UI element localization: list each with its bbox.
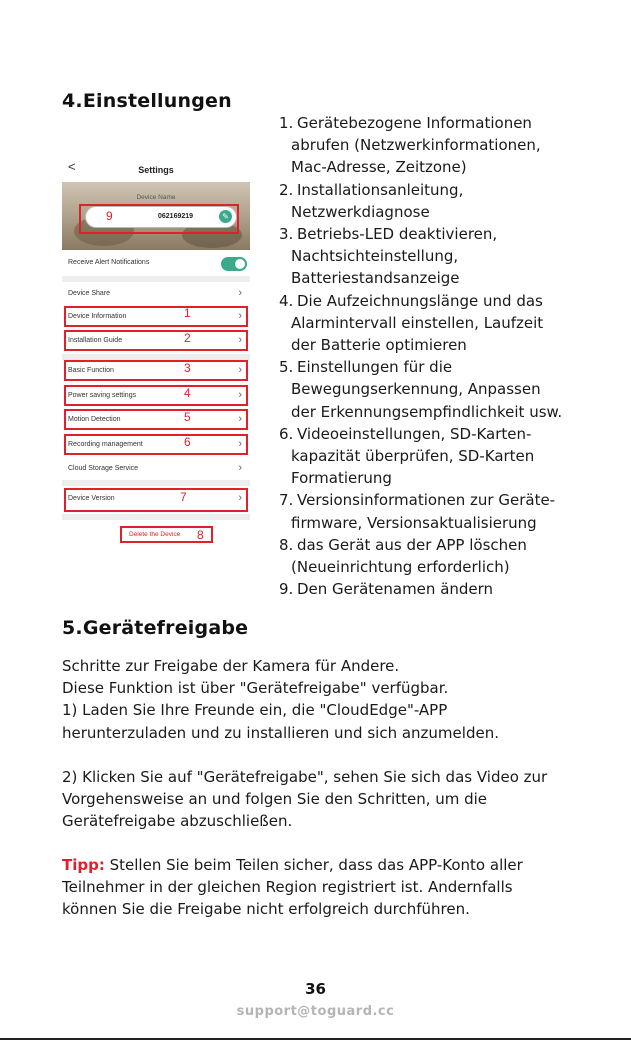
text-line: Gerätefreigabe abzuschließen. <box>62 812 293 831</box>
list-number: 8. <box>279 535 294 554</box>
list-item <box>279 223 624 290</box>
list-line: Betriebs-LED deaktivieren, <box>297 225 498 244</box>
toggle-switch <box>221 257 247 271</box>
list-number: 5. <box>279 358 294 377</box>
alert-label: Receive Alert Notifications <box>68 259 150 266</box>
list-line: Einstellungen für die <box>297 358 453 377</box>
highlight-box-4 <box>64 385 248 406</box>
page-number: 36 <box>305 980 326 998</box>
support-email: support@toguard.cc <box>236 1004 395 1019</box>
chevron-right-icon: › <box>238 364 242 376</box>
pencil-icon: ✎ <box>219 210 232 223</box>
paragraph-tip <box>62 854 622 921</box>
toggle-knob <box>235 259 245 269</box>
list-number: 9. <box>279 580 294 599</box>
list-item <box>279 290 624 357</box>
settings-row <box>62 283 250 305</box>
list-line: Die Aufzeichnungslänge und das <box>297 291 543 310</box>
text-line: können Sie die Freigabe nicht erfolgreich durchführen. <box>62 900 470 919</box>
list-item <box>279 423 624 490</box>
list-line: Videoeinstellungen, SD-Karten- <box>297 424 532 443</box>
paragraph-sharing-steps <box>62 655 622 744</box>
list-line: Installationsanleitung, <box>297 180 464 199</box>
list-line: Formatierung <box>291 469 392 488</box>
chevron-right-icon: › <box>238 310 242 322</box>
text-line: Diese Funktion ist über "Gerätefreigabe" verfügbar. <box>62 679 449 698</box>
list-line: Alarmintervall einstellen, Laufzeit <box>291 313 544 332</box>
list-line: abrufen (Netzwerkinformationen, <box>291 136 541 155</box>
chevron-right-icon: › <box>238 462 242 474</box>
highlight-box-6 <box>64 434 248 455</box>
list-item <box>279 534 624 578</box>
list-item <box>279 179 624 223</box>
text-line: Schritte zur Freigabe der Kamera für Andere. <box>62 657 400 675</box>
marker-3: 3 <box>184 361 191 375</box>
row-label: Installation Guide <box>68 337 123 344</box>
marker-5: 5 <box>184 410 191 424</box>
row-label: Basic Function <box>68 367 114 374</box>
list-line: Nachtsichteinstellung, <box>291 247 459 266</box>
tip-label: Tipp: <box>62 856 105 874</box>
divider <box>62 514 250 520</box>
app-header <box>62 150 250 178</box>
row-label: Device Version <box>68 495 115 502</box>
app-title: Settings <box>138 165 174 175</box>
highlight-box-3 <box>64 360 248 381</box>
list-line: Netzwerkdiagnose <box>291 202 430 221</box>
marker-4: 4 <box>184 386 191 400</box>
list-item <box>279 489 624 533</box>
highlight-box-9 <box>79 204 239 234</box>
divider <box>62 480 250 486</box>
marker-1: 1 <box>184 306 191 320</box>
alert-toggle-row <box>62 255 250 273</box>
chevron-right-icon: › <box>238 389 242 401</box>
list-item <box>279 578 624 600</box>
highlight-box-2 <box>64 330 248 351</box>
row-label: Device Share <box>68 290 111 297</box>
tip-text: Stellen Sie beim Teilen sicher, dass das APP-Konto aller <box>104 856 523 874</box>
chevron-right-icon: › <box>238 492 242 504</box>
app-settings-screenshot <box>62 150 250 550</box>
settings-explanation-list <box>279 112 624 600</box>
list-line: Den Gerätenamen ändern <box>297 580 494 599</box>
list-line: kapazität überprüfen, SD-Karten <box>291 447 535 466</box>
row-label: Cloud Storage Service <box>68 465 139 472</box>
chevron-right-icon: › <box>238 334 242 346</box>
device-number: 062169219 <box>158 213 194 220</box>
highlight-box-7 <box>64 488 248 512</box>
highlight-box-1 <box>64 306 248 327</box>
chevron-right-icon: › <box>238 413 242 425</box>
list-line: Batteriestandsanzeige <box>291 269 460 288</box>
list-line: Gerätebezogene Informationen <box>297 114 532 132</box>
marker-7: 7 <box>180 490 187 504</box>
list-number: 7. <box>279 491 294 510</box>
list-line: das Gerät aus der APP löschen <box>297 535 527 554</box>
marker-6: 6 <box>184 435 191 449</box>
highlight-box-5 <box>64 409 248 430</box>
delete-device-label: Delete the Device <box>129 531 181 538</box>
back-chevron-icon: < <box>68 159 76 174</box>
list-line: der Batterie optimieren <box>291 336 467 355</box>
text-line: herunterzuladen und zu installieren und sich anzumelden. <box>62 723 499 742</box>
list-line: Versionsinformationen zur Geräte- <box>297 491 556 510</box>
row-label: Recording management <box>68 441 143 448</box>
list-number: 4. <box>279 291 294 310</box>
text-line: Teilnehmer in der gleichen Region registriert ist. Andernfalls <box>62 878 513 897</box>
list-item <box>279 356 624 423</box>
list-line: der Erkennungsempfindlichkeit usw. <box>291 402 563 421</box>
text-line: 2) Klicken Sie auf "Gerätefreigabe", sehen Sie sich das Video zur <box>62 768 548 786</box>
list-line: Mac-Adresse, Zeitzone) <box>291 158 467 177</box>
list-line: firmware, Versionsaktualisierung <box>291 513 537 532</box>
list-number: 2. <box>279 180 294 199</box>
row-label: Device Information <box>68 313 127 320</box>
section-heading-device-sharing: 5.Gerätefreigabe <box>62 617 249 639</box>
list-item <box>279 112 624 179</box>
marker-2: 2 <box>184 331 191 345</box>
settings-row <box>62 458 250 480</box>
list-number: 6. <box>279 424 294 443</box>
device-name-label: Device Name <box>136 194 176 201</box>
section-heading-settings: 4.Einstellungen <box>62 90 232 112</box>
divider <box>62 276 250 282</box>
paragraph-sharing-step2 <box>62 766 622 833</box>
marker-9: 9 <box>106 209 113 223</box>
list-number: 1. <box>279 114 294 132</box>
row-label: Power saving settings <box>68 392 137 399</box>
list-number: 3. <box>279 225 294 244</box>
list-line: Bewegungserkennung, Anpassen <box>291 380 541 399</box>
chevron-right-icon: › <box>238 287 242 299</box>
row-label: Motion Detection <box>68 416 121 423</box>
list-line: (Neueinrichtung erforderlich) <box>291 558 510 577</box>
text-line <box>62 854 622 876</box>
text-line: 1) Laden Sie Ihre Freunde ein, die "CloudEdge"-APP <box>62 701 448 720</box>
marker-8: 8 <box>197 528 204 542</box>
chevron-right-icon: › <box>238 438 242 450</box>
text-line: Vorgehensweise an und folgen Sie den Schritten, um die <box>62 790 488 809</box>
delete-device-box <box>120 526 213 543</box>
